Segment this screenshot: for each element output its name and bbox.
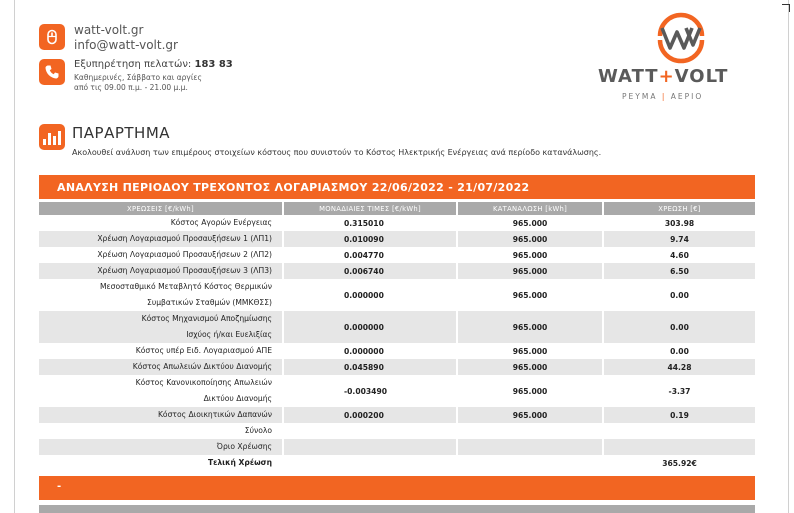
unit-price-cell: 0.315010 [284,215,458,231]
empty-cell [458,439,604,455]
sum-label: Σύνολο [39,423,284,439]
table-row [39,231,755,247]
charge-cell: 6.50 [604,263,755,279]
charge-cell: 0.00 [604,311,755,343]
final-charge-value: 365.92€ [662,458,697,468]
table-row [39,215,755,231]
row-label: Κόστος Απωλειών Δικτύου Διανομής [39,359,284,375]
row-label-line2: Ισχύος ή/και Ευελιξίας [186,330,272,339]
table-row [39,311,755,343]
logo-word-volt: VOLT [674,66,729,87]
table-row [39,407,755,423]
logo-wordmark [598,66,728,87]
unit-price-cell: 0.004770 [284,247,458,263]
limit-row [39,439,755,455]
logo-tagline-separator: | [661,92,667,101]
unit-price-cell: 0.010090 [284,231,458,247]
watt-volt-logo-icon [652,10,710,64]
charge-cell: 4.60 [670,250,689,260]
support-label: Εξυπηρέτηση πελατών: [74,59,192,70]
row-label-line2: Δικτύου Διανομής [203,394,272,403]
consumption-cell: 965.000 [458,311,604,343]
charge-cell: 0.00 [670,346,689,356]
annex-title: ΠΑΡΑΡΤΗΜΑ [72,124,171,142]
final-charge-row [39,455,755,471]
logo-tagline [622,92,703,101]
charge-cell: 9.74 [604,231,755,247]
column-header-unit-prices: ΜΟΝΑΔΙΑΙΕΣ ΤΙΜΕΣ [€/kWh] [284,202,458,215]
bar-chart-icon [39,124,65,150]
consumption-cell: 965.000 [458,247,604,263]
support-line [74,59,233,70]
row-label: Χρέωση Λογαριασμού Προσαυξήσεων 3 (ΛΠ3) [39,263,284,279]
table-row [39,279,755,311]
empty-cell [284,423,458,439]
row-label-line2: Συμβατικών Σταθμών (ΜΜΚΘΣΣ) [147,298,272,307]
next-section-table-header [39,505,755,513]
support-hours-line1: Καθημερινές, Σάββατο και αργίες [74,73,202,82]
empty-cell [458,423,604,439]
cost-breakdown-table [39,202,755,471]
next-section-header: - [39,476,755,500]
period-analysis-header: ΑΝΑΛΥΣΗ ΠΕΡΙΟΔΟΥ ΤΡΕΧΟΝΤΟΣ ΛΟΓΑΡΙΑΣΜΟΥ 22/06/2022 - 21/07/2022 [39,175,755,199]
annex-description: Ακολουθεί ανάλυση των επιμέρους στοιχείων κόστους που συνιστούν το Κόστος Ηλεκτρικής Ενέργειας ανά περίοδο κατανάλωσης. [72,148,602,157]
unit-price-cell: 0.006740 [284,263,458,279]
charge-cell: -3.37 [668,386,691,396]
row-label [39,311,284,343]
consumption-cell: 965.000 [458,359,604,375]
final-charge-label: Τελική Χρέωση [39,455,284,471]
table-row [39,343,755,359]
logo-word-watt: WATT [598,66,659,87]
table-row [39,247,755,263]
consumption-cell: 965.000 [458,407,604,423]
row-label: Κόστος υπέρ Ειδ. Λογαριασμού ΑΠΕ [39,343,284,359]
unit-price-cell: 0.000000 [284,343,458,359]
corner-mark [782,4,790,12]
row-label: Χρέωση Λογαριασμού Προσαυξήσεων 1 (ΛΠ1) [39,231,284,247]
consumption-cell: 965.000 [458,263,604,279]
row-label-line1: Μεσοσταθμικό Μεταβλητό Κόστος Θερμικών [99,282,272,291]
website-link[interactable]: watt-volt.gr [74,23,144,37]
table-row [39,375,755,407]
empty-cell [284,439,458,455]
logo-tagline-power: ΡΕΥΜΑ [622,92,658,101]
table-header-row [39,202,755,215]
column-header-charge: ΧΡΕΩΣΗ [€] [604,202,755,215]
logo-plus: + [658,66,675,87]
sum-row [39,423,755,439]
row-label-line1: Κόστος Μηχανισμού Αποζημίωσης [141,314,272,323]
consumption-cell: 965.000 [458,343,604,359]
phone-icon [39,59,65,85]
unit-price-cell: -0.003490 [284,375,458,407]
unit-price-cell: 0.000200 [284,407,458,423]
column-header-charges: ΧΡΕΩΣΕΙΣ [€/kWh] [39,202,284,215]
empty-cell [284,455,458,471]
empty-cell [458,455,604,471]
limit-label: Όριο Χρέωσης [39,439,284,455]
empty-cell [604,423,755,439]
mouse-icon [39,24,65,50]
column-header-consumption: ΚΑΤΑΝΑΛΩΣΗ [kWh] [458,202,604,215]
unit-price-cell: 0.045890 [284,359,458,375]
row-label: Κόστος Αγορών Ενέργειας [39,215,284,231]
empty-cell [604,439,755,455]
row-label: Κόστος Διοικητικών Δαπανών [39,407,284,423]
email-link[interactable]: info@watt-volt.gr [74,38,178,52]
support-number[interactable]: 183 83 [194,59,233,70]
table-row [39,263,755,279]
charge-cell: 303.98 [664,218,695,228]
row-label: Χρέωση Λογαριασμού Προσαυξήσεων 2 (ΛΠ2) [39,247,284,263]
support-hours-line2: από τις 09.00 π.μ. - 21.00 μ.μ. [74,83,188,92]
charge-cell: 0.00 [670,290,689,300]
consumption-cell: 965.000 [458,231,604,247]
table-row [39,359,755,375]
unit-price-cell: 0.000000 [284,279,458,311]
row-label-line1: Κόστος Κανονικοποίησης Απωλειών [135,378,272,387]
consumption-cell: 965.000 [458,215,604,231]
charge-cell: 0.19 [604,407,755,423]
consumption-cell: 965.000 [458,279,604,311]
row-label [39,279,284,311]
page-border-left [14,0,15,513]
charge-cell: 44.28 [604,359,755,375]
unit-price-cell: 0.000000 [284,311,458,343]
row-label [39,375,284,407]
logo-tagline-gas: ΑΕΡΙΟ [670,92,704,101]
consumption-cell: 965.000 [458,375,604,407]
page-border-right [788,0,789,513]
